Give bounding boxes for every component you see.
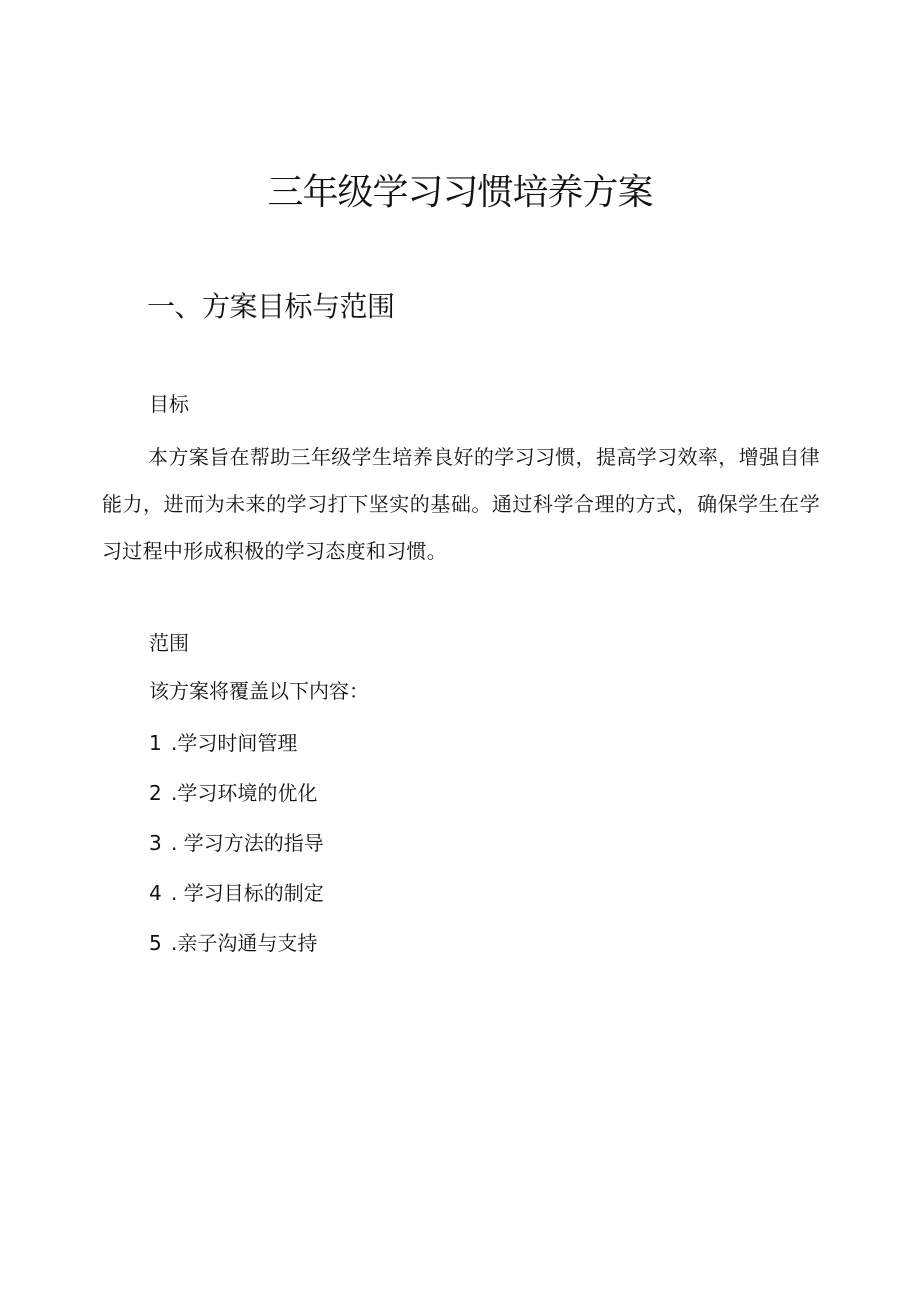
list-item (149, 878, 324, 908)
document-title: 三年级学习习惯培养方案 (267, 172, 653, 213)
goal-paragraph: 本方案旨在帮助三年级学生培养良好的学习习惯，提高学习效率，增强自律能力，进而为未来的学习打下坚实的基础。通过科学合理的方式，确保学生在学习过程中形成积极的学习态度和习惯。 (102, 445, 820, 563)
scope-intro: 该方案将覆盖以下内容： (149, 679, 369, 703)
goal-heading: 目标 (149, 392, 189, 416)
section-heading: 一、方案目标与范围 (147, 290, 395, 323)
list-item (149, 928, 324, 958)
list-item-number: 3 (149, 831, 162, 855)
list-item-number: 4 (149, 881, 162, 905)
list-item-number: 5 (149, 931, 162, 955)
list-item (149, 728, 324, 758)
list-item-text: .学习环境的优化 (171, 781, 318, 805)
list-item-text: .学习时间管理 (171, 731, 298, 755)
scope-heading: 范围 (149, 631, 189, 655)
list-item-number: 1 (149, 731, 162, 755)
list-item (149, 828, 324, 858)
list-item-text: . 学习目标的制定 (171, 881, 324, 905)
list-item-text: .亲子沟通与支持 (171, 931, 318, 955)
scope-list (149, 728, 324, 978)
list-item-text: . 学习方法的指导 (171, 831, 324, 855)
list-item-number: 2 (149, 781, 162, 805)
list-item (149, 778, 324, 808)
